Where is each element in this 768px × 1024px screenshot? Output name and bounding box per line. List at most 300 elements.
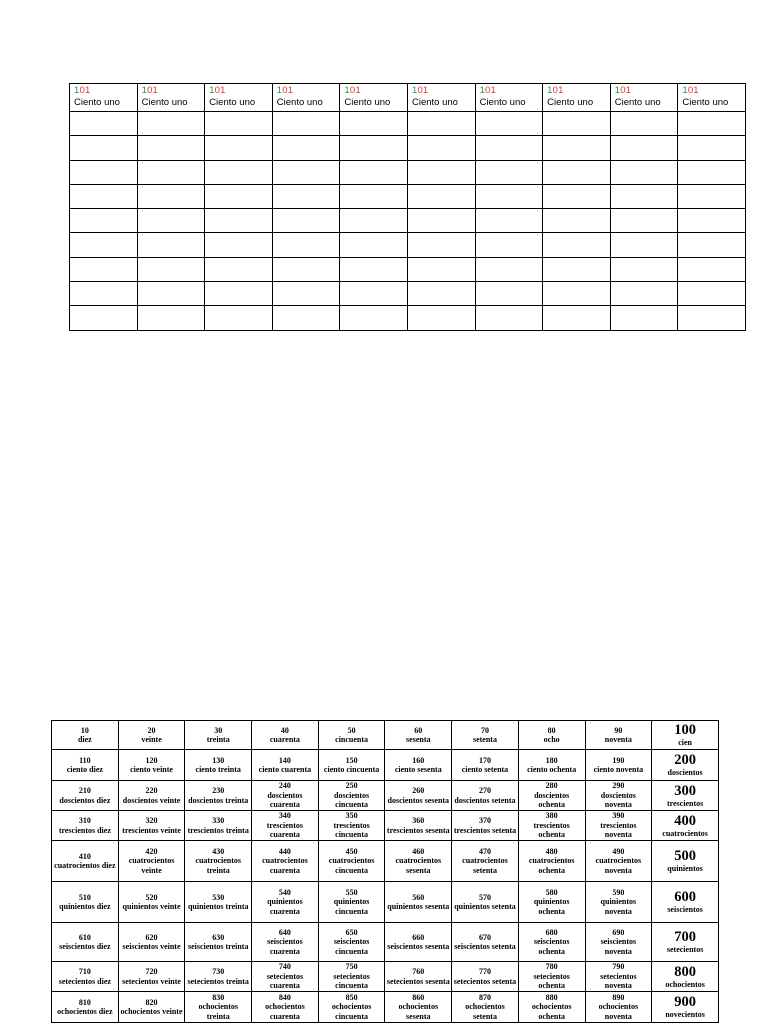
- worksheet-blank-cell[interactable]: [205, 282, 273, 306]
- worksheet-row: [70, 112, 746, 136]
- tens-units-digits: 01: [620, 85, 632, 96]
- worksheet-blank-cell[interactable]: [407, 136, 475, 160]
- reference-number: 210: [78, 786, 91, 795]
- header-word: Ciento uno: [411, 96, 458, 108]
- reference-word: setecientos cincuenta: [333, 971, 370, 991]
- reference-word: doscientos cincuenta: [334, 790, 370, 810]
- reference-word: sesenta: [406, 735, 431, 744]
- worksheet-blank-cell[interactable]: [543, 136, 611, 160]
- worksheet-row: [70, 306, 746, 330]
- reference-number: 260: [412, 786, 425, 795]
- reference-cell: [518, 962, 585, 992]
- worksheet-blank-cell[interactable]: [340, 306, 408, 330]
- reference-word: quinientos sesenta: [387, 902, 450, 911]
- reference-number: 640: [278, 927, 291, 937]
- header-word: Ciento uno: [141, 96, 188, 108]
- reference-number: 750: [345, 962, 358, 972]
- reference-word: ciento cincuenta: [323, 765, 380, 774]
- reference-number: 30: [214, 725, 223, 735]
- worksheet-row: [70, 184, 746, 208]
- reference-cell: [385, 962, 452, 992]
- reference-cell: [518, 781, 585, 811]
- reference-word: setecientos setenta: [453, 976, 517, 986]
- reference-number: 570: [478, 892, 491, 902]
- reference-number: 610: [78, 932, 91, 942]
- reference-number: 900: [674, 994, 696, 1010]
- hundreds-digit: 1: [276, 85, 283, 96]
- reference-word: quinientos treinta: [187, 902, 249, 911]
- worksheet-blank-cell[interactable]: [272, 136, 340, 160]
- worksheet-blank-cell[interactable]: [610, 282, 678, 306]
- reference-cell: [118, 882, 185, 923]
- reference-cell: [452, 923, 519, 962]
- reference-number: 40: [280, 725, 289, 735]
- reference-word: cuatrocientos cincuenta: [328, 856, 375, 875]
- reference-word: doscientos sesenta: [387, 795, 450, 805]
- worksheet-header-cell: [610, 84, 678, 112]
- reference-number: 110: [79, 755, 91, 765]
- reference-number: 410: [78, 851, 91, 861]
- reference-word: ciento diez: [66, 765, 103, 774]
- worksheet-blank-cell[interactable]: [407, 282, 475, 306]
- worksheet-blank-cell[interactable]: [137, 306, 205, 330]
- worksheet-blank-cell[interactable]: [272, 184, 340, 208]
- worksheet-blank-cell[interactable]: [543, 184, 611, 208]
- tens-units-digits: 01: [417, 85, 429, 96]
- worksheet-blank-cell[interactable]: [205, 112, 273, 136]
- worksheet-blank-cell[interactable]: [137, 112, 205, 136]
- tens-units-digits: 01: [79, 85, 91, 96]
- reference-number: 780: [545, 962, 558, 972]
- worksheet-header-cell: [340, 84, 408, 112]
- worksheet-header-cell: [407, 84, 475, 112]
- header-word: Ciento uno: [276, 96, 323, 108]
- reference-cell: [252, 721, 319, 750]
- reference-number: 80: [547, 725, 556, 735]
- reference-cell: [185, 781, 252, 811]
- reference-word: doscientos veinte: [122, 795, 181, 805]
- worksheet-blank-cell[interactable]: [475, 306, 543, 330]
- worksheet-blank-cell[interactable]: [610, 257, 678, 281]
- reference-cell: [118, 962, 185, 992]
- reference-cell: [585, 923, 652, 962]
- reference-number: 130: [212, 755, 225, 765]
- worksheet-blank-cell[interactable]: [70, 184, 138, 208]
- worksheet-blank-cell[interactable]: [70, 282, 138, 306]
- reference-cell: [318, 882, 385, 923]
- reference-word: seiscientos setenta: [454, 942, 516, 951]
- worksheet-blank-cell[interactable]: [543, 233, 611, 257]
- worksheet-blank-cell[interactable]: [407, 160, 475, 184]
- reference-number: 140: [278, 755, 291, 765]
- reference-word: doscientos ochenta: [534, 790, 570, 810]
- reference-cell: [118, 750, 185, 781]
- reference-cell: [385, 811, 452, 841]
- worksheet-blank-cell[interactable]: [70, 257, 138, 281]
- reference-number: 310: [78, 816, 91, 825]
- reference-cell: [385, 882, 452, 923]
- tens-units-digits: 01: [214, 85, 226, 96]
- header-word: Ciento uno: [479, 96, 526, 108]
- reference-number: 430: [212, 846, 225, 856]
- reference-word: trescientos: [666, 798, 704, 808]
- worksheet-blank-cell[interactable]: [205, 233, 273, 257]
- reference-number: 250: [345, 781, 358, 791]
- worksheet-blank-cell[interactable]: [678, 233, 746, 257]
- reference-word: cuatrocientos sesenta: [395, 856, 442, 875]
- reference-cell: [652, 781, 719, 811]
- reference-cell: [185, 923, 252, 962]
- worksheet-blank-cell[interactable]: [340, 160, 408, 184]
- reference-number: 270: [478, 786, 491, 795]
- reference-word: ochocientos veinte: [120, 1007, 183, 1016]
- header-word: Ciento uno: [547, 96, 594, 108]
- reference-word: ciento veinte: [130, 765, 173, 774]
- reference-word: cuatrocientos noventa: [595, 856, 642, 875]
- reference-word: quinientos cuarenta: [267, 897, 303, 916]
- reference-word: ochocientos noventa: [598, 1002, 639, 1021]
- reference-number: 890: [612, 992, 625, 1002]
- worksheet-blank-cell[interactable]: [610, 160, 678, 184]
- worksheet-blank-cell[interactable]: [678, 184, 746, 208]
- reference-word: ochocientos setenta: [465, 1002, 505, 1021]
- worksheet-blank-cell[interactable]: [340, 112, 408, 136]
- worksheet-blank-cell[interactable]: [407, 112, 475, 136]
- worksheet-blank-cell[interactable]: [475, 160, 543, 184]
- worksheet-blank-cell[interactable]: [678, 136, 746, 160]
- worksheet-blank-cell[interactable]: [610, 306, 678, 330]
- worksheet-blank-cell[interactable]: [407, 233, 475, 257]
- worksheet-blank-cell[interactable]: [678, 209, 746, 233]
- tens-units-digits: 01: [552, 85, 564, 96]
- worksheet-blank-cell[interactable]: [272, 112, 340, 136]
- reference-word: seiscientos noventa: [600, 937, 637, 956]
- reference-cell: [652, 992, 719, 1023]
- tens-units-digits: 01: [282, 85, 294, 96]
- worksheet-blank-cell[interactable]: [407, 209, 475, 233]
- worksheet-blank-cell[interactable]: [137, 160, 205, 184]
- reference-word: ochocientos ochenta: [531, 1002, 572, 1021]
- reference-cell: [585, 841, 652, 882]
- worksheet-blank-cell[interactable]: [610, 136, 678, 160]
- reference-word: cuatrocientos: [662, 828, 708, 838]
- reference-word: ciento noventa: [593, 765, 644, 774]
- worksheet-blank-cell[interactable]: [70, 136, 138, 160]
- reference-word: trescientos veinte: [122, 825, 181, 835]
- reference-word: cuatrocientos diez: [54, 861, 116, 870]
- worksheet-blank-cell[interactable]: [340, 136, 408, 160]
- worksheet-blank-cell[interactable]: [137, 233, 205, 257]
- reference-cell: [185, 962, 252, 992]
- reference-number: 90: [614, 725, 623, 735]
- worksheet-blank-cell[interactable]: [137, 257, 205, 281]
- worksheet-blank-cell[interactable]: [340, 184, 408, 208]
- worksheet-blank-cell[interactable]: [610, 209, 678, 233]
- reference-number: 550: [345, 887, 358, 897]
- worksheet-blank-cell[interactable]: [543, 282, 611, 306]
- worksheet-row: [70, 160, 746, 184]
- reference-word: trescientos cincuenta: [333, 820, 370, 840]
- worksheet-blank-cell[interactable]: [475, 282, 543, 306]
- reference-word: seiscientos ochenta: [533, 937, 570, 956]
- reference-cell: [452, 721, 519, 750]
- hundreds-digit: 1: [344, 85, 350, 96]
- header-word: Ciento uno: [74, 96, 120, 108]
- reference-cell: [118, 721, 185, 750]
- reference-word: cuatrocientos cuarenta: [262, 856, 308, 875]
- worksheet-blank-cell[interactable]: [205, 209, 273, 233]
- header-word: Ciento uno: [682, 96, 729, 108]
- worksheet-blank-cell[interactable]: [272, 160, 340, 184]
- reference-word: doscientos setenta: [454, 795, 516, 805]
- reference-cell: [652, 841, 719, 882]
- reference-number: 730: [212, 967, 225, 976]
- tens-units-digits: 01: [349, 85, 361, 96]
- reference-number: 20: [147, 725, 156, 735]
- reference-number: 440: [278, 846, 291, 856]
- worksheet-blank-cell[interactable]: [137, 282, 205, 306]
- reference-cell: [185, 882, 252, 923]
- hundreds-digit: 1: [209, 85, 215, 96]
- worksheet-blank-cell[interactable]: [340, 233, 408, 257]
- reference-word: ochocientos sesenta: [398, 1002, 439, 1021]
- reference-number: 330: [212, 816, 225, 825]
- reference-cell: [452, 811, 519, 841]
- reference-number: 540: [278, 887, 291, 897]
- hundreds-digit: 1: [479, 85, 486, 96]
- reference-number: 320: [145, 816, 158, 825]
- worksheet-blank-cell[interactable]: [137, 184, 205, 208]
- reference-cell: [385, 750, 452, 781]
- tens-units-digits: 01: [147, 85, 159, 96]
- worksheet-blank-cell[interactable]: [205, 306, 273, 330]
- reference-word: quinientos: [667, 864, 703, 873]
- tens-units-digits: 01: [485, 85, 497, 96]
- reference-word: diez: [77, 735, 92, 744]
- reference-cell: [652, 962, 719, 992]
- worksheet-blank-cell[interactable]: [70, 306, 138, 330]
- worksheet-blank-cell[interactable]: [272, 306, 340, 330]
- reference-cell: [652, 882, 719, 923]
- reference-word: setecientos sesenta: [386, 976, 450, 986]
- worksheet-blank-cell[interactable]: [70, 233, 138, 257]
- reference-word: ciento cuarenta: [258, 765, 312, 774]
- reference-word: cuatrocientos veinte: [128, 856, 175, 875]
- reference-row: [52, 721, 719, 750]
- worksheet-table: [69, 83, 746, 331]
- reference-number: 190: [612, 755, 625, 765]
- reference-number: 340: [278, 811, 291, 821]
- worksheet-blank-cell[interactable]: [70, 112, 138, 136]
- reference-cell: [52, 992, 119, 1023]
- reference-number: 630: [212, 932, 225, 942]
- worksheet-blank-cell[interactable]: [272, 233, 340, 257]
- worksheet-row: [70, 257, 746, 281]
- worksheet-blank-cell[interactable]: [205, 257, 273, 281]
- reference-number: 530: [212, 892, 225, 902]
- worksheet-blank-cell[interactable]: [70, 209, 138, 233]
- header-number: [480, 85, 543, 97]
- header-number: [277, 85, 340, 97]
- worksheet-blank-cell[interactable]: [610, 233, 678, 257]
- reference-cell: [118, 992, 185, 1023]
- reference-word: cincuenta: [335, 735, 369, 744]
- worksheet-blank-cell[interactable]: [543, 257, 611, 281]
- worksheet-blank-cell[interactable]: [678, 306, 746, 330]
- worksheet-blank-cell[interactable]: [475, 112, 543, 136]
- header-word: Ciento uno: [209, 96, 256, 108]
- worksheet-blank-cell[interactable]: [340, 257, 408, 281]
- reference-cell: [452, 781, 519, 811]
- reference-row: [52, 841, 719, 882]
- worksheet-blank-cell[interactable]: [543, 112, 611, 136]
- reference-row: [52, 882, 719, 923]
- reference-word: cuatrocientos treinta: [195, 856, 242, 875]
- worksheet-blank-cell[interactable]: [678, 257, 746, 281]
- reference-cell: [52, 882, 119, 923]
- worksheet-blank-cell[interactable]: [70, 160, 138, 184]
- worksheet-blank-cell[interactable]: [272, 282, 340, 306]
- worksheet-blank-cell[interactable]: [340, 209, 408, 233]
- reference-cell: [252, 882, 319, 923]
- reference-cell: [252, 781, 319, 811]
- reference-number: 390: [612, 811, 625, 821]
- reference-word: quinientos noventa: [600, 897, 637, 916]
- worksheet-blank-cell[interactable]: [205, 160, 273, 184]
- worksheet-blank-cell[interactable]: [678, 112, 746, 136]
- reference-cell: [518, 992, 585, 1023]
- header-number: [682, 85, 745, 97]
- reference-word: ochocientos: [665, 979, 705, 989]
- reference-word: doscientos noventa: [600, 790, 636, 810]
- worksheet-header-cell: [205, 84, 273, 112]
- worksheet-blank-cell[interactable]: [543, 160, 611, 184]
- reference-number: 490: [612, 846, 625, 856]
- reference-number: 510: [78, 892, 91, 902]
- reference-row: [52, 781, 719, 811]
- reference-cell: [118, 923, 185, 962]
- reference-cell: [52, 841, 119, 882]
- reference-word: noventa: [604, 735, 632, 744]
- worksheet-blank-cell[interactable]: [407, 184, 475, 208]
- reference-word: ochocientos cincuenta: [331, 1002, 372, 1021]
- worksheet-blank-cell[interactable]: [205, 184, 273, 208]
- reference-word: seiscientos: [667, 905, 703, 914]
- reference-cell: [585, 962, 652, 992]
- reference-number: 280: [545, 781, 558, 791]
- reference-word: seiscientos sesenta: [387, 942, 450, 951]
- reference-word: setenta: [472, 735, 497, 744]
- header-number: [142, 85, 205, 97]
- reference-cell: [185, 750, 252, 781]
- reference-number: 470: [478, 846, 491, 856]
- reference-number: 690: [612, 927, 625, 937]
- reference-word: setecientos: [666, 945, 704, 954]
- reference-cell: [185, 721, 252, 750]
- reference-number: 420: [145, 846, 158, 856]
- reference-number: 840: [278, 992, 291, 1002]
- reference-word: seiscientos treinta: [187, 942, 249, 951]
- worksheet-blank-cell[interactable]: [610, 184, 678, 208]
- worksheet-blank-cell[interactable]: [407, 306, 475, 330]
- worksheet-blank-cell[interactable]: [610, 112, 678, 136]
- reference-cell: [185, 841, 252, 882]
- reference-word: treinta: [206, 735, 230, 744]
- worksheet-blank-cell[interactable]: [272, 257, 340, 281]
- reference-cell: [252, 992, 319, 1023]
- worksheet-blank-cell[interactable]: [678, 282, 746, 306]
- reference-number: 870: [478, 992, 491, 1002]
- reference-number: 860: [412, 992, 425, 1002]
- reference-cell: [585, 750, 652, 781]
- reference-number: 50: [347, 725, 356, 735]
- worksheet-blank-cell[interactable]: [543, 209, 611, 233]
- reference-number: 770: [478, 967, 491, 976]
- reference-cell: [585, 992, 652, 1023]
- reference-word: doscientos cuarenta: [267, 790, 303, 810]
- reference-number: 460: [412, 846, 425, 856]
- worksheet-blank-cell[interactable]: [205, 136, 273, 160]
- reference-number: 70: [480, 725, 489, 735]
- reference-row: [52, 992, 719, 1023]
- reference-row: [52, 750, 719, 781]
- reference-cell: [318, 721, 385, 750]
- reference-number: 740: [278, 962, 291, 972]
- reference-word: quinientos veinte: [122, 902, 181, 911]
- worksheet-blank-cell[interactable]: [543, 306, 611, 330]
- worksheet-blank-cell[interactable]: [475, 257, 543, 281]
- reference-number: 10: [80, 725, 89, 735]
- worksheet-blank-cell[interactable]: [137, 209, 205, 233]
- reference-number: 800: [674, 963, 696, 980]
- worksheet-blank-cell[interactable]: [475, 233, 543, 257]
- worksheet-blank-cell[interactable]: [340, 282, 408, 306]
- worksheet-header-cell: [272, 84, 340, 112]
- reference-number: 350: [345, 811, 358, 821]
- reference-number: 830: [212, 992, 225, 1002]
- hundreds-digit: 1: [547, 85, 553, 96]
- reference-word: ochocientos diez: [57, 1007, 113, 1016]
- reference-word: ocho: [543, 735, 560, 744]
- reference-cell: [252, 811, 319, 841]
- reference-number: 100: [674, 722, 696, 738]
- header-number: [412, 85, 475, 97]
- worksheet-blank-cell[interactable]: [407, 257, 475, 281]
- worksheet-blank-cell[interactable]: [137, 136, 205, 160]
- reference-word: doscientos: [667, 768, 703, 777]
- worksheet-blank-cell[interactable]: [475, 209, 543, 233]
- reference-number: 880: [545, 992, 558, 1002]
- hundreds-digit: 1: [141, 85, 148, 96]
- worksheet-row: [70, 282, 746, 306]
- reference-word: cuatrocientos setenta: [462, 856, 508, 875]
- reference-cell: [585, 882, 652, 923]
- worksheet-header-cell: [678, 84, 746, 112]
- reference-number: 660: [412, 932, 425, 942]
- worksheet-blank-cell[interactable]: [272, 209, 340, 233]
- reference-number: 710: [78, 967, 91, 976]
- worksheet-blank-cell[interactable]: [678, 160, 746, 184]
- reference-word: setecientos treinta: [187, 976, 249, 986]
- reference-cell: [518, 923, 585, 962]
- worksheet-blank-cell[interactable]: [475, 184, 543, 208]
- reference-number: 520: [145, 892, 158, 902]
- reference-number: 180: [545, 755, 558, 765]
- worksheet-blank-cell[interactable]: [475, 136, 543, 160]
- hundreds-digit: 1: [682, 85, 688, 96]
- reference-number: 650: [345, 927, 358, 937]
- worksheet-body: [70, 84, 746, 331]
